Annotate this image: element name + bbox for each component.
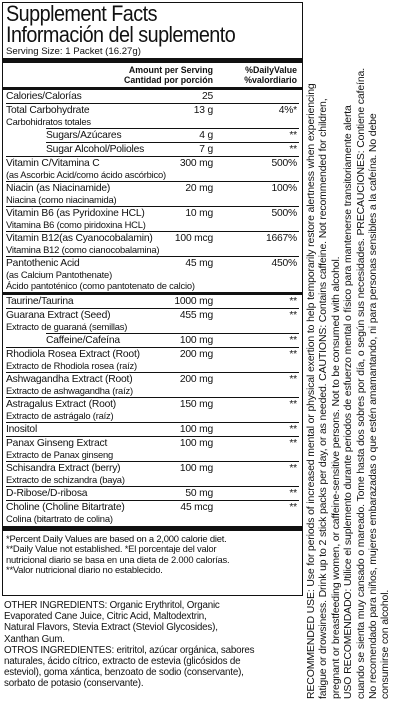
nutrient-daily-value: ** [289,502,297,513]
nutrient-amount: 455 mg [179,310,213,321]
nutrient-amount: 200 mg [179,374,213,385]
nutrient-row [6,348,299,372]
footnote-1: *Percent Daily Values are based on a 2,000 calorie diet. [6,533,227,544]
nutrient-name: Caffeine/Cafeína [46,335,120,346]
nutrient-row [6,90,299,103]
dv-header-es: %valordiario [244,75,297,85]
nutrient-row [6,501,299,525]
nutrient-name: Guarana Extract (Seed) [6,310,111,321]
use-line: fatigue or drowsiness. Drink up to 2 stick packs per day, or as needed. CAUTIONS: Contains caffeine. Not recommended for children, [317,98,330,699]
nutrient-amount: 300 mg [179,158,213,169]
nutrient-row [6,257,299,292]
nutrient-name: Sugar Alcohol/Polioles [46,144,145,155]
nutrient-row [6,182,299,206]
nutrient-amount: 45 mcg [180,502,213,513]
nutrient-name: Vitamin B12(as Cyanocobalamin) [6,233,153,244]
nutrient-subname: Extracto de Panax ginseng [6,449,114,460]
nutrient-daily-value: 450% [271,258,297,269]
nutrient-daily-value: ** [289,296,297,307]
nutrient-name: Pantothenic Acid [6,258,80,269]
nutrient-subname: Vitamina B12 (como cianocobalamina) [6,244,160,255]
nutrient-row [6,129,299,142]
uso-line: No recomendado para niños, mujeres embarazadas o que estén amamantando, ni para personas sensibles a la cafeína. No debe [367,113,380,699]
nutrient-row [6,104,299,128]
nutrient-name: Astragalus Extract (Root) [6,399,117,410]
other-line: Xanthan Gum. [4,633,65,645]
nutrient-row [6,487,299,500]
supplement-facts-panel [2,2,303,596]
nutrient-row [6,437,299,461]
nutrient-amount: 1000 mg [174,296,213,307]
nutrient-daily-value: ** [289,349,297,360]
amount-header-en: Amount per Serving [128,65,213,75]
uso-line: USO RECOMENDADO: Utilice el suplemento durante periodos de esfuerzo mental o físico para mantenerse transitoriamente alerta [342,105,355,699]
nutrient-daily-value: ** [289,438,297,449]
otros-line: esteviol), goma xántica, benzoato de sodio (conservante), [4,667,244,679]
nutrient-name: Inositol [6,424,38,435]
otros-line: OTROS INGREDIENTES: eritritol, azúcar orgánica, sabores [4,644,255,656]
nutrient-daily-value: ** [289,335,297,346]
title-en: Supplement Facts [6,1,157,26]
nutrient-name: Niacin (as Niacinamide) [6,183,111,194]
use-line: pregnant or breastfeeding women, or caffeine-sensitive persons. Not to be consumed with alcohol. [329,256,342,699]
dv-header [244,65,297,85]
nutrient-name: Choline (Choline Bitartrate) [6,502,125,513]
otros-line: sorbato de potasio (conservante). [4,678,144,690]
nutrient-amount: 7 g [199,144,213,155]
nutrient-row [6,373,299,397]
uso-line: consumirse con alcohol. [379,589,392,699]
nutrient-subname: Colina (bitartrato de colina) [6,513,113,524]
recommended-use-rotated [303,0,412,705]
nutrient-amount: 50 mg [185,488,213,499]
nutrient-row [6,309,299,333]
title-es: Información del suplemento [6,22,236,47]
footnote-2: **Daily Value not established. *El porcentaje del valor [6,543,217,555]
nutrient-subname: Vitamina B6 (como piridoxina HCL) [6,219,146,230]
nutrient-row [6,143,299,156]
nutrient-daily-value: ** [289,488,297,499]
nutrient-name: Vitamin B6 (as Pyridoxine HCL) [6,208,145,219]
other-ingredients [4,600,304,690]
nutrient-name: Ashwagandha Extract (Root) [6,374,133,385]
nutrient-daily-value: 4%* [278,105,297,116]
nutrient-subname: (as Calcium Pantothenate) [6,269,112,280]
nutrient-amount: 200 mg [179,349,213,360]
otros-line: naturales, ácido cítrico, extracto de estevia (glicósidos de [4,656,241,668]
nutrient-subname: Carbohidratos totales [6,116,91,127]
nutrient-amount: 100 mcg [174,233,213,244]
amount-header-es: Cantidad por porción [124,75,213,85]
nutrient-name: D-Ribose/D-ribosa [6,488,88,499]
nutrient-row [6,157,299,181]
nutrient-name: Calories/Calorías [6,91,82,102]
other-line: Natural Flavors, Stevia Extract (Steviol Glycosides), [4,622,218,634]
footnote-3: nutricional diario se basa en una dieta de 2.000 calorías. [6,553,230,565]
uso-line: cuando se sienta muy cansado o mareado. Tome hasta dos sobres por día, o según sus necesidades. PRECAUCIONES: Contiene cafeína. [354,68,367,699]
nutrient-daily-value: ** [289,463,297,474]
nutrient-daily-value: 1667% [265,233,297,244]
nutrient-row [6,334,299,347]
nutrient-name: Sugars/Azúcares [46,130,122,141]
nutrient-subname: Extracto de astrágalo (raíz) [6,410,114,421]
nutrient-amount: 4 g [199,130,213,141]
nutrient-daily-value: ** [289,424,297,435]
dv-header-en: %DailyValue [245,65,297,75]
use-line: RECOMMENDED USE: Use for periods of increased mental or physical exertion to help temporarily restore alertness when experiencing [305,83,317,699]
nutrient-row [6,462,299,486]
nutrient-subname: Extracto de ashwagandha (raíz) [6,385,133,396]
nutrient-subname: Niacina (como niacinamida) [6,194,117,205]
nutrient-name: Panax Ginseng Extract [6,438,108,449]
nutrient-daily-value: ** [289,374,297,385]
amount-header [124,65,213,85]
nutrient-amount: 150 mg [179,399,213,410]
nutrient-amount: 100 mg [179,463,213,474]
nutrient-amount: 100 mg [179,335,213,346]
nutrient-name: Total Carbohydrate [6,105,90,116]
nutrient-subname: Extracto de Rhodiola rosea (raíz) [6,360,137,371]
nutrient-amount: 45 mg [185,258,213,269]
nutrient-subname: (as Ascorbic Acid/como ácido ascórbico) [6,169,166,180]
nutrient-daily-value: ** [289,144,297,155]
nutrient-daily-value: 500% [271,208,297,219]
nutrient-row [6,423,299,436]
nutrient-daily-value: ** [289,130,297,141]
nutrient-subname: Extracto de schizandra (baya) [6,474,125,485]
nutrient-amount: 10 mg [185,208,213,219]
nutrient-amount: 13 g [193,105,213,116]
nutrient-daily-value: ** [289,310,297,321]
nutrient-amount: 25 [201,91,213,102]
nutrient-row [6,398,299,422]
nutrient-name: Taurine/Taurina [6,296,74,307]
serving-size: Serving Size: 1 Packet (16.27g) [6,46,141,57]
nutrient-daily-value: ** [289,399,297,410]
ingredient-rows [6,90,299,525]
column-header [6,63,299,87]
nutrient-row [6,232,299,256]
nutrient-amount: 100 mg [179,438,213,449]
nutrient-name: Rhodiola Rosea Extract (Root) [6,349,140,360]
nutrient-row [6,207,299,231]
other-line: OTHER INGREDIENTS: Organic Erythritol, Organic [4,600,220,611]
nutrient-daily-value: 100% [271,183,297,194]
nutrient-name: Schisandra Extract (berry) [6,463,121,474]
nutrient-amount: 100 mg [179,424,213,435]
footnote-4: **Valor nutricional diario no establecido. [6,564,163,576]
footnotes [6,531,299,576]
nutrient-amount: 20 mg [185,183,213,194]
nutrient-daily-value: 500% [271,158,297,169]
nutrient-name: Vitamin C/Vitamina C [6,158,100,169]
nutrient-subname: Ácido pantoténico (como pantotenato de calcio) [6,280,195,291]
other-line: Evaporated Cane Juice, Citric Acid, Maltodextrin, [4,611,207,623]
nutrient-row [6,295,299,308]
nutrient-subname: Extracto de guaraná (semillas) [6,321,128,332]
